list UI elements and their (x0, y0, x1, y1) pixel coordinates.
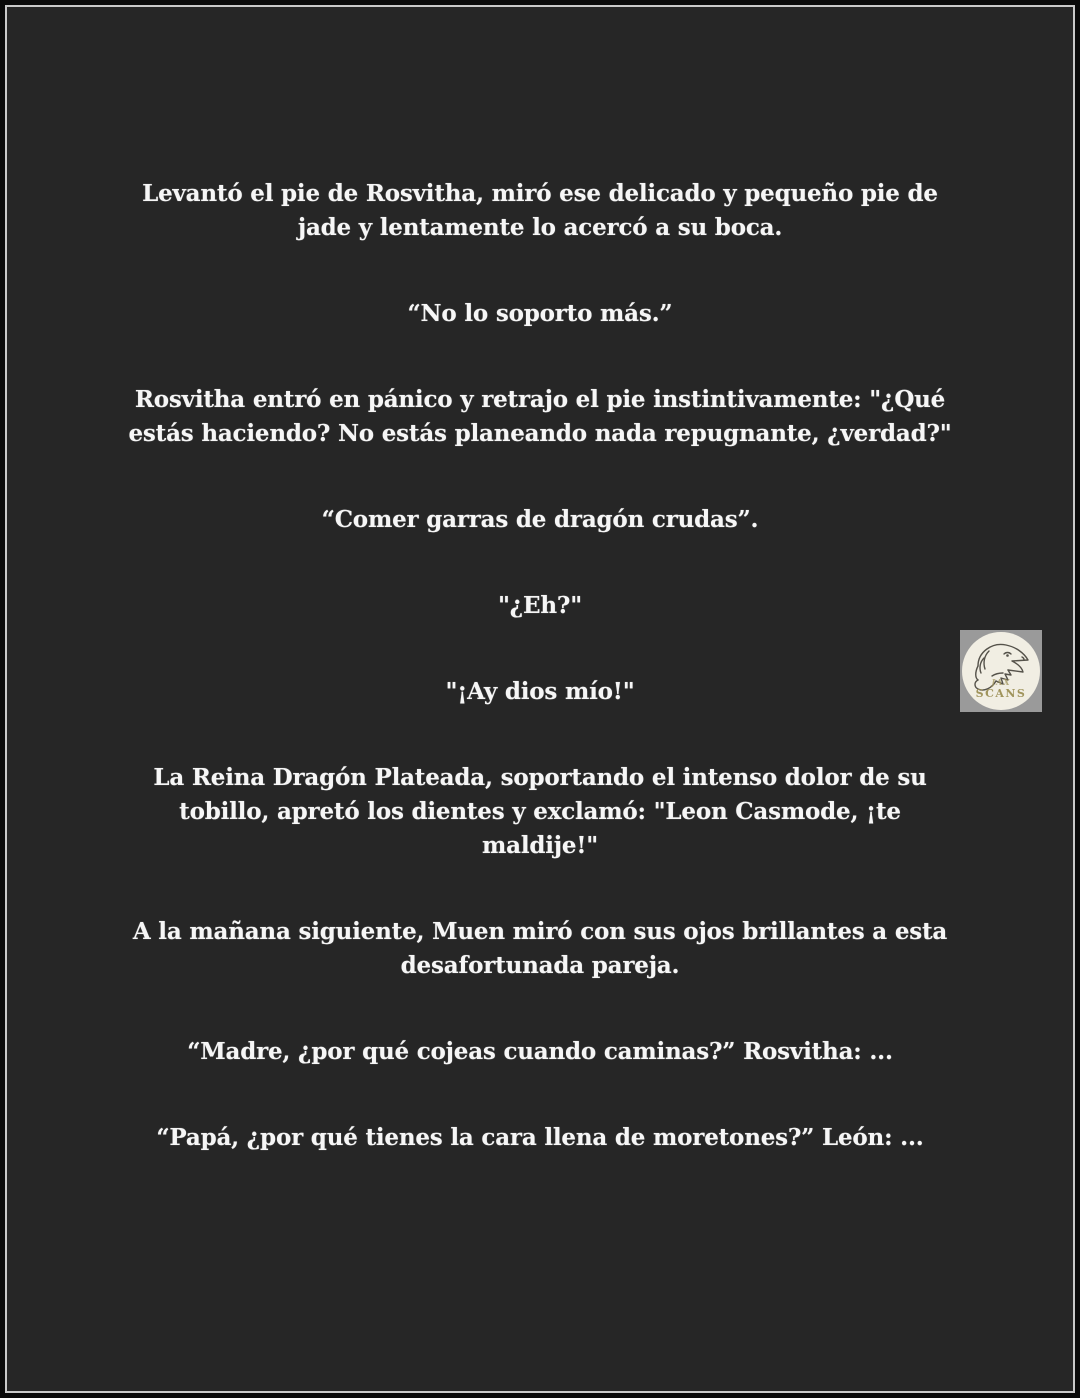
logo-circle (962, 632, 1040, 710)
story-paragraph: Levantó el pie de Rosvitha, miró ese delicado y pequeño pie de jade y lentamente lo acercó a su boca. (142, 180, 938, 241)
text-panel (5, 5, 1075, 1393)
story-paragraph: A la mañana siguiente, Muen miró con sus ojos brillantes a esta desafortunada pareja. (132, 918, 948, 979)
story-paragraph: "¡Ay dios mío!" (445, 678, 635, 705)
story-paragraph: Rosvitha entró en pánico y retrajo el pie instintivamente: "¿Qué estás haciendo? No estás planeando nada repugnante, ¿verdad?" (128, 386, 952, 447)
scan-group-label: SCANS (975, 687, 1027, 700)
story-paragraph: La Reina Dragón Plateada, soportando el intenso dolor de su tobillo, apretó los dientes y exclamó: "Leon Casmode, ¡te maldije!" (153, 764, 927, 859)
scan-group-top-label: JAX (991, 677, 1011, 687)
story-paragraph: “No lo soporto más.” (407, 300, 673, 327)
story-paragraph: “Papá, ¿por qué tienes la cara llena de moretones?” León: ... (156, 1124, 924, 1151)
story-paragraph: "¿Eh?" (498, 592, 582, 619)
story-paragraph: “Comer garras de dragón crudas”. (321, 506, 759, 533)
text-column (7, 7, 1073, 1155)
story-paragraph: “Madre, ¿por qué cojeas cuando caminas?” Rosvitha: ... (187, 1038, 893, 1065)
scan-group-watermark (960, 630, 1042, 712)
